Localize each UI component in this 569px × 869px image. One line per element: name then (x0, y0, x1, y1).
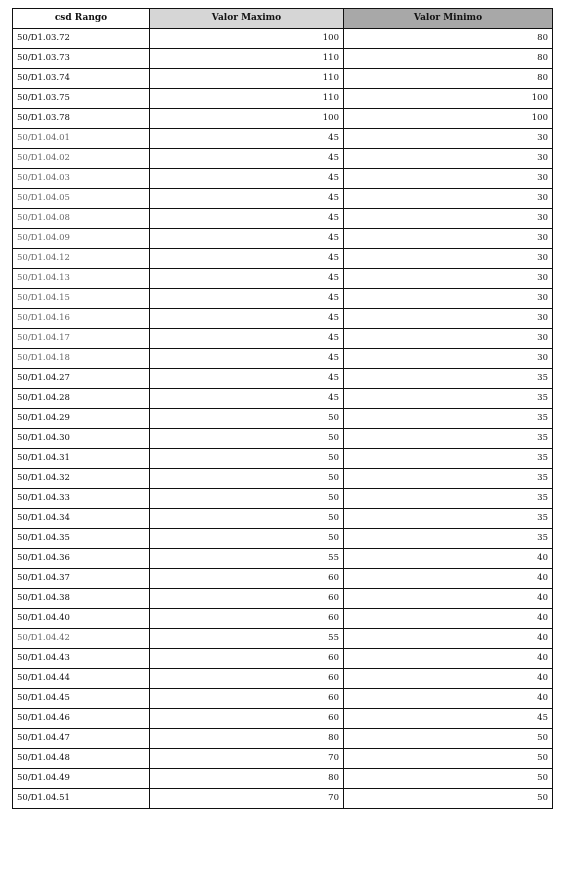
table-row (13, 329, 553, 349)
table-row (13, 609, 553, 629)
table-row (13, 729, 553, 749)
table-row (13, 149, 553, 169)
cell-max-value: 45 (150, 329, 344, 349)
cell-min-value: 35 (344, 409, 553, 429)
cell-max-value: 110 (150, 89, 344, 109)
cell-code: 50/D1.04.09 (13, 229, 150, 249)
cell-max-value: 60 (150, 709, 344, 729)
cell-max-value: 45 (150, 249, 344, 269)
cell-min-value: 30 (344, 209, 553, 229)
cell-min-value: 30 (344, 229, 553, 249)
cell-max-value: 60 (150, 609, 344, 629)
cell-min-value: 80 (344, 69, 553, 89)
cell-min-value: 30 (344, 249, 553, 269)
cell-code: 50/D1.04.44 (13, 669, 150, 689)
cell-max-value: 45 (150, 209, 344, 229)
table-body (13, 29, 553, 809)
cell-code: 50/D1.04.15 (13, 289, 150, 309)
table-row (13, 29, 553, 49)
cell-min-value: 30 (344, 289, 553, 309)
cell-min-value: 30 (344, 329, 553, 349)
table-row (13, 689, 553, 709)
cell-min-value: 40 (344, 689, 553, 709)
table-row (13, 429, 553, 449)
cell-code: 50/D1.04.48 (13, 749, 150, 769)
cell-min-value: 35 (344, 489, 553, 509)
table-row (13, 469, 553, 489)
cell-code: 50/D1.04.29 (13, 409, 150, 429)
table-row (13, 709, 553, 729)
cell-max-value: 50 (150, 449, 344, 469)
cell-max-value: 55 (150, 629, 344, 649)
range-table-sheet (12, 8, 552, 809)
cell-max-value: 100 (150, 29, 344, 49)
cell-code: 50/D1.04.49 (13, 769, 150, 789)
cell-min-value: 50 (344, 769, 553, 789)
cell-min-value: 80 (344, 29, 553, 49)
cell-code: 50/D1.04.03 (13, 169, 150, 189)
table-row (13, 649, 553, 669)
cell-code: 50/D1.04.34 (13, 509, 150, 529)
cell-code: 50/D1.04.35 (13, 529, 150, 549)
table-row (13, 249, 553, 269)
cell-max-value: 60 (150, 569, 344, 589)
cell-code: 50/D1.03.73 (13, 49, 150, 69)
cell-min-value: 100 (344, 89, 553, 109)
cell-max-value: 50 (150, 489, 344, 509)
cell-code: 50/D1.04.31 (13, 449, 150, 469)
cell-min-value: 50 (344, 729, 553, 749)
cell-code: 50/D1.04.45 (13, 689, 150, 709)
cell-code: 50/D1.04.02 (13, 149, 150, 169)
table-row (13, 369, 553, 389)
cell-code: 50/D1.04.12 (13, 249, 150, 269)
cell-min-value: 40 (344, 569, 553, 589)
table-row (13, 229, 553, 249)
cell-max-value: 45 (150, 129, 344, 149)
cell-code: 50/D1.04.18 (13, 349, 150, 369)
cell-min-value: 45 (344, 709, 553, 729)
table-row (13, 109, 553, 129)
cell-code: 50/D1.04.16 (13, 309, 150, 329)
cell-min-value: 35 (344, 369, 553, 389)
cell-max-value: 50 (150, 469, 344, 489)
cell-max-value: 45 (150, 389, 344, 409)
cell-code: 50/D1.04.47 (13, 729, 150, 749)
cell-min-value: 50 (344, 749, 553, 769)
cell-max-value: 70 (150, 749, 344, 769)
cell-min-value: 40 (344, 549, 553, 569)
cell-code: 50/D1.04.05 (13, 189, 150, 209)
column-header-min-value: Valor Minimo (344, 9, 553, 29)
cell-min-value: 40 (344, 609, 553, 629)
cell-code: 50/D1.04.17 (13, 329, 150, 349)
cell-min-value: 40 (344, 669, 553, 689)
table-row (13, 169, 553, 189)
column-header-max-value: Valor Maximo (150, 9, 344, 29)
cell-max-value: 100 (150, 109, 344, 129)
cell-max-value: 60 (150, 689, 344, 709)
cell-code: 50/D1.03.72 (13, 29, 150, 49)
cell-code: 50/D1.04.43 (13, 649, 150, 669)
cell-code: 50/D1.04.13 (13, 269, 150, 289)
cell-max-value: 60 (150, 649, 344, 669)
table-row (13, 189, 553, 209)
cell-max-value: 45 (150, 149, 344, 169)
cell-code: 50/D1.04.36 (13, 549, 150, 569)
table-row (13, 209, 553, 229)
table-row (13, 749, 553, 769)
table-header-row (13, 9, 553, 29)
cell-code: 50/D1.04.37 (13, 569, 150, 589)
cell-min-value: 30 (344, 269, 553, 289)
table-row (13, 629, 553, 649)
cell-code: 50/D1.03.78 (13, 109, 150, 129)
cell-max-value: 45 (150, 229, 344, 249)
cell-max-value: 110 (150, 49, 344, 69)
cell-min-value: 35 (344, 449, 553, 469)
cell-max-value: 50 (150, 429, 344, 449)
table-row (13, 449, 553, 469)
table-row (13, 269, 553, 289)
cell-min-value: 30 (344, 129, 553, 149)
cell-min-value: 40 (344, 629, 553, 649)
cell-max-value: 50 (150, 509, 344, 529)
cell-max-value: 55 (150, 549, 344, 569)
table-row (13, 349, 553, 369)
cell-code: 50/D1.04.40 (13, 609, 150, 629)
cell-code: 50/D1.04.08 (13, 209, 150, 229)
cell-min-value: 35 (344, 429, 553, 449)
table-row (13, 309, 553, 329)
table-row (13, 509, 553, 529)
cell-max-value: 80 (150, 769, 344, 789)
cell-max-value: 45 (150, 289, 344, 309)
cell-code: 50/D1.04.01 (13, 129, 150, 149)
cell-max-value: 60 (150, 589, 344, 609)
cell-min-value: 35 (344, 529, 553, 549)
cell-max-value: 60 (150, 669, 344, 689)
cell-min-value: 30 (344, 309, 553, 329)
cell-code: 50/D1.04.46 (13, 709, 150, 729)
cell-min-value: 35 (344, 509, 553, 529)
cell-code: 50/D1.04.30 (13, 429, 150, 449)
table-row (13, 549, 553, 569)
cell-max-value: 45 (150, 189, 344, 209)
table-row (13, 789, 553, 809)
cell-code: 50/D1.03.75 (13, 89, 150, 109)
cell-code: 50/D1.04.27 (13, 369, 150, 389)
cell-min-value: 50 (344, 789, 553, 809)
cell-max-value: 45 (150, 349, 344, 369)
cell-max-value: 110 (150, 69, 344, 89)
table-row (13, 289, 553, 309)
cell-code: 50/D1.04.33 (13, 489, 150, 509)
table-row (13, 89, 553, 109)
cell-code: 50/D1.04.51 (13, 789, 150, 809)
table-row (13, 769, 553, 789)
cell-min-value: 40 (344, 589, 553, 609)
cell-code: 50/D1.03.74 (13, 69, 150, 89)
table-row (13, 669, 553, 689)
cell-min-value: 30 (344, 169, 553, 189)
cell-min-value: 100 (344, 109, 553, 129)
cell-min-value: 80 (344, 49, 553, 69)
table-row (13, 589, 553, 609)
cell-code: 50/D1.04.32 (13, 469, 150, 489)
range-table (12, 8, 553, 809)
cell-max-value: 45 (150, 269, 344, 289)
cell-max-value: 45 (150, 309, 344, 329)
cell-max-value: 50 (150, 529, 344, 549)
table-row (13, 569, 553, 589)
cell-min-value: 35 (344, 389, 553, 409)
table-row (13, 69, 553, 89)
cell-code: 50/D1.04.28 (13, 389, 150, 409)
cell-min-value: 35 (344, 469, 553, 489)
table-row (13, 389, 553, 409)
cell-min-value: 30 (344, 149, 553, 169)
cell-max-value: 50 (150, 409, 344, 429)
cell-min-value: 40 (344, 649, 553, 669)
table-row (13, 129, 553, 149)
cell-max-value: 45 (150, 169, 344, 189)
cell-min-value: 30 (344, 189, 553, 209)
table-row (13, 529, 553, 549)
cell-max-value: 80 (150, 729, 344, 749)
column-header-code: csd Rango (13, 9, 150, 29)
table-row (13, 409, 553, 429)
table-row (13, 489, 553, 509)
cell-code: 50/D1.04.38 (13, 589, 150, 609)
cell-max-value: 45 (150, 369, 344, 389)
table-row (13, 49, 553, 69)
cell-code: 50/D1.04.42 (13, 629, 150, 649)
cell-min-value: 30 (344, 349, 553, 369)
cell-max-value: 70 (150, 789, 344, 809)
